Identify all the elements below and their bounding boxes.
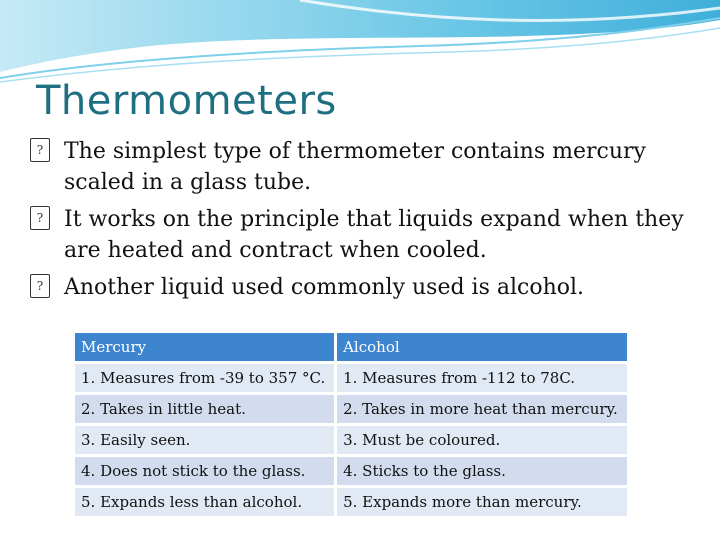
table-cell: 5. Expands more than mercury. xyxy=(337,488,627,516)
bullet-item xyxy=(30,204,690,266)
table-row xyxy=(75,426,627,454)
table-cell: 1. Measures from -39 to 357 °C. xyxy=(75,364,334,392)
bullet-item xyxy=(30,272,690,303)
bullet-marker-icon: ? xyxy=(30,274,50,298)
table-header-row xyxy=(75,333,627,361)
bullet-marker-icon: ? xyxy=(30,206,50,230)
table-cell: 2. Takes in more heat than mercury. xyxy=(337,395,627,423)
table-cell: 5. Expands less than alcohol. xyxy=(75,488,334,516)
table-cell: 3. Must be coloured. xyxy=(337,426,627,454)
bullet-marker-icon: ? xyxy=(30,138,50,162)
table-cell: 3. Easily seen. xyxy=(75,426,334,454)
table-cell: 4. Sticks to the glass. xyxy=(337,457,627,485)
bullet-text: Another liquid used commonly used is alcohol. xyxy=(64,275,585,300)
column-header-alcohol: Alcohol xyxy=(337,333,627,361)
table-row xyxy=(75,364,627,392)
bullet-list xyxy=(30,136,690,309)
slide-title: Thermometers xyxy=(36,78,337,124)
table-row xyxy=(75,457,627,485)
bullet-text: It works on the principle that liquids expand when they are heated and contract when cooled. xyxy=(64,207,684,263)
table-row xyxy=(75,488,627,516)
table-cell: 4. Does not stick to the glass. xyxy=(75,457,334,485)
column-header-mercury: Mercury xyxy=(75,333,334,361)
table-row xyxy=(75,395,627,423)
decorative-wave-banner xyxy=(0,0,720,90)
bullet-item xyxy=(30,136,690,198)
table-cell: 1. Measures from -112 to 78C. xyxy=(337,364,627,392)
comparison-table xyxy=(72,330,630,519)
bullet-text: The simplest type of thermometer contains mercury scaled in a glass tube. xyxy=(64,139,646,195)
table-cell: 2. Takes in little heat. xyxy=(75,395,334,423)
